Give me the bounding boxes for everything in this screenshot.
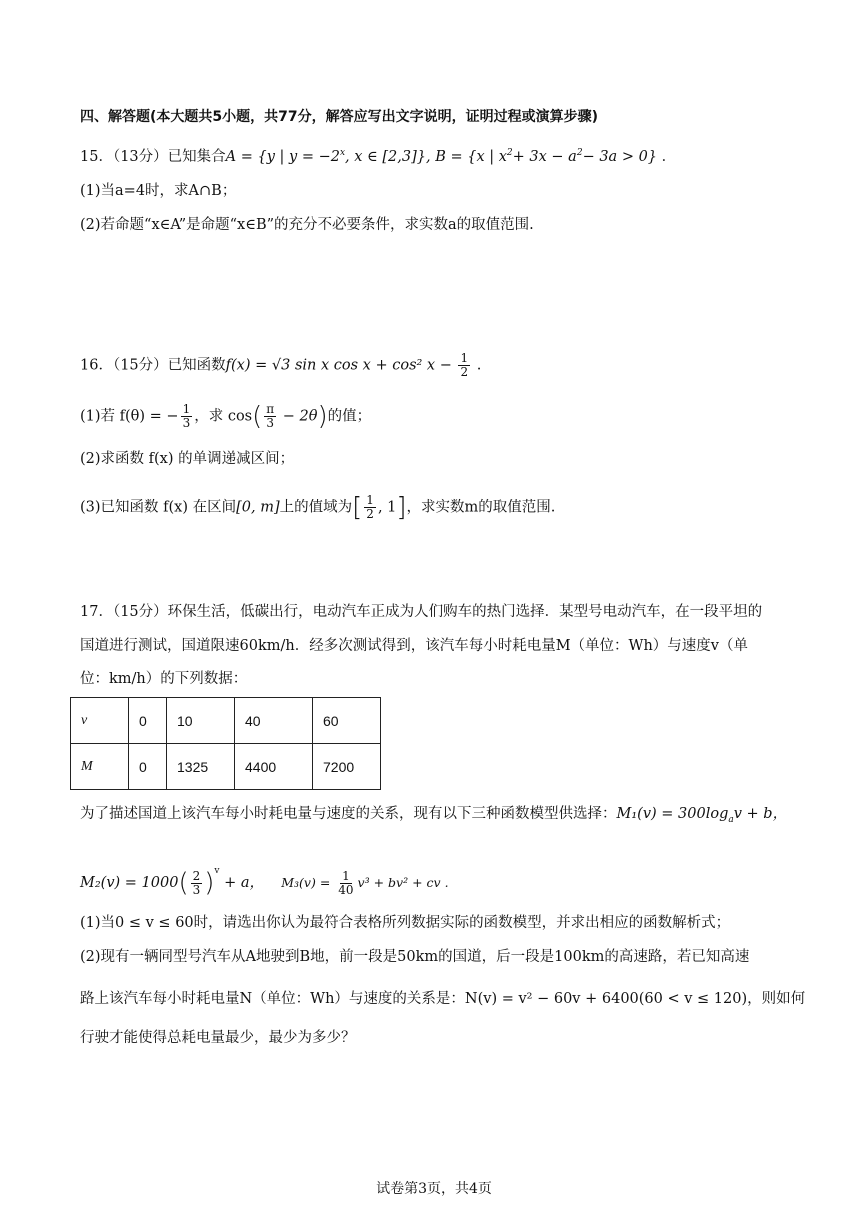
- q17-line1: 17．（15分）环保生活，低碳出行，电动汽车正成为人们购车的热门选择．某型号电动汽车，在一段平坦的: [80, 604, 763, 620]
- q17-part2-line2: 路上该汽车每小时耗电量N（单位：Wh）与速度的关系是：N(v) = v² − 60v + 6400(60 < v ≤ 120)，则如何: [80, 991, 806, 1007]
- fraction-one-half: $\frac{1}{2}$: [460, 351, 469, 379]
- q16-statement: 16．（15分）已知函数f(x) = √3 sin x cos x + cos² x − $\frac{1}{2}$ .: [80, 351, 482, 379]
- q15-statement: 15．（13分）已知集合A = {y | $y = -2^x$, x ∈ [2,3]}, B = {x | $x^2+ 3x - a^2- 3a > 0$} ．: [80, 148, 677, 165]
- table-cell: 60: [313, 698, 381, 744]
- q15-part2: (2)若命题“x∈A”是命题“x∈B”的充分不必要条件，求实数a的取值范围.: [80, 217, 534, 233]
- speed-energy-table: [70, 697, 381, 790]
- table-cell: 10: [167, 698, 235, 744]
- q16-part3: (3)已知函数 f(x) 在区间[0, m]上的值域为[ $\frac{1}{2}$ , 1]，求实数m的取值范围.: [80, 492, 556, 523]
- q17-part2-line3: 行驶才能使得总耗电量最少，最少为多少？: [80, 1030, 356, 1046]
- page-footer: 试卷第3页，共4页: [376, 1181, 492, 1197]
- q15-part1: (1)当a=4时，求A∩B；: [80, 183, 237, 199]
- section-heading: 四、解答题(本大题共5小题，共77分，解答应写出文字说明，证明过程或演算步骤): [80, 109, 599, 125]
- table-cell: M: [71, 744, 129, 790]
- q17-models-line: 为了描述国道上该汽车每小时耗电量与速度的关系，现有以下三种函数模型供选择：$M_1(v) = 300\log_av + b$，: [80, 806, 788, 825]
- table-row: [71, 698, 381, 744]
- q16-part2: (2)求函数 f(x) 的单调递减区间；: [80, 451, 295, 467]
- table-cell: 7200: [313, 744, 381, 790]
- table-cell: 1325: [167, 744, 235, 790]
- q16-part1: (1)若 f(θ) = − $\frac{1}{3}$ ，求 cos( $\frac{\pi}{3}$ − 2θ)的值；: [80, 401, 372, 432]
- q17-line3: 位：km/h）的下列数据：: [80, 671, 248, 687]
- q17-line2: 国道进行测试，国道限速60km/h．经多次测试得到，该汽车每小时耗电量M（单位：Wh）与速度v（单: [80, 638, 748, 654]
- table-cell: 0: [129, 744, 167, 790]
- q17-part1: (1)当0 ≤ v ≤ 60时，请选出你认为最符合表格所列数据实际的函数模型，并求出相应的函数解析式；: [80, 915, 731, 931]
- table-cell: 40: [235, 698, 313, 744]
- q17-part2-line1: (2)现有一辆同型号汽车从A地驶到B地，前一段是50km的国道，后一段是100km的高速路，若已知高速: [80, 949, 750, 965]
- table-cell: 4400: [235, 744, 313, 790]
- table-cell: v: [71, 698, 129, 744]
- q17-models-line2: M₂(v) = 1000( $\frac{2}{3}$ )$^v$ + a， M₃(v) = $\frac{1}{40}$ v³ + bv² + cv .: [80, 866, 449, 898]
- table-row: [71, 744, 381, 790]
- table-cell: 0: [129, 698, 167, 744]
